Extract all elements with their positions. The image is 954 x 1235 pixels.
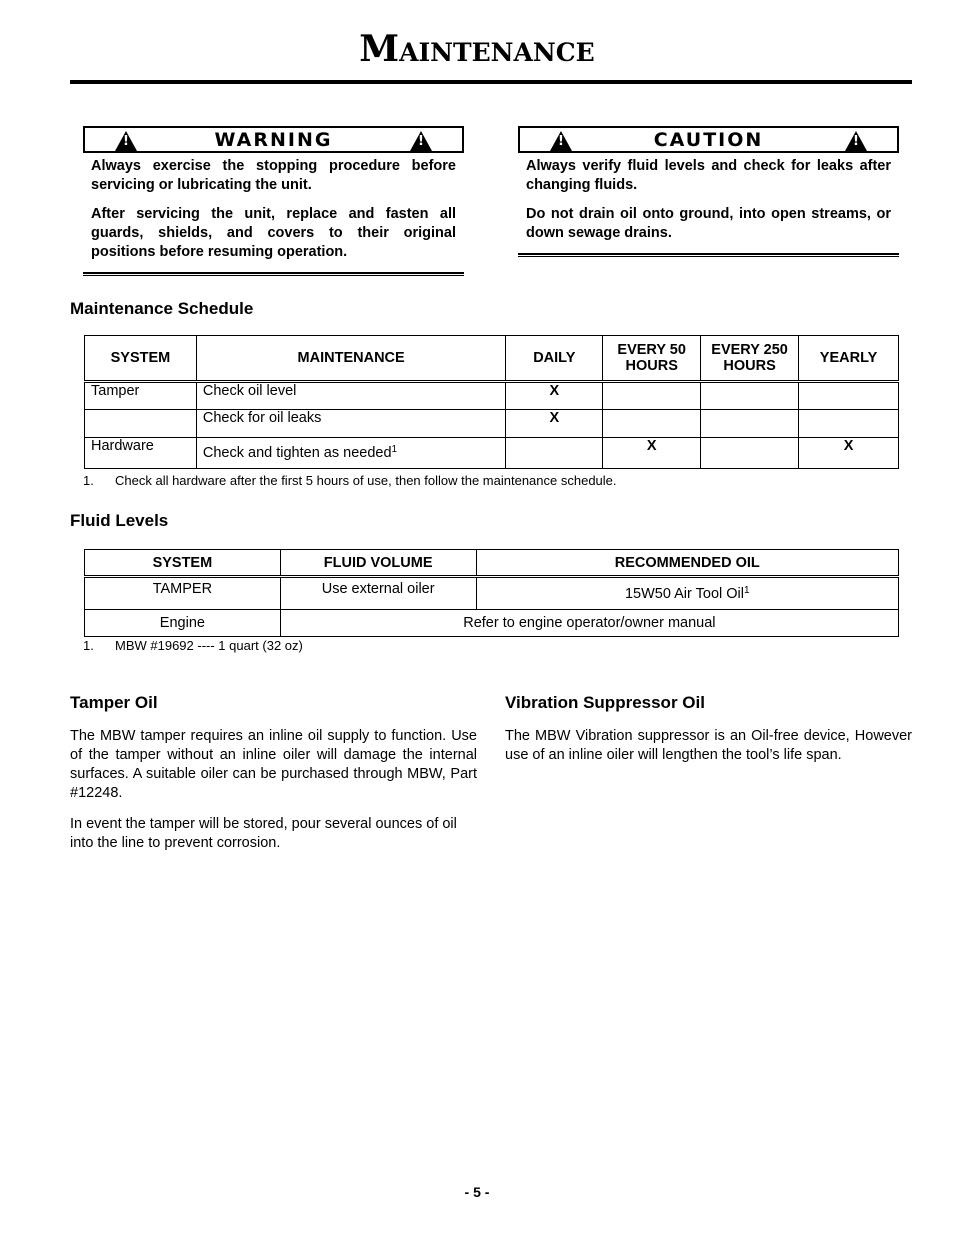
oil-text: 15W50 Air Tool Oil [624, 585, 744, 602]
h250-cell [701, 382, 799, 410]
table-row [85, 382, 899, 410]
column-header: RECOMMENDED OIL [476, 550, 898, 577]
oil-cell [476, 577, 898, 610]
warning-triangle-icon [845, 131, 867, 151]
warning-paragraph: Always exercise the stopping procedure before servicing or lubricating the unit. [91, 158, 456, 193]
warning-box [83, 126, 464, 276]
caution-header [518, 126, 899, 153]
caution-bottom-rule [518, 253, 899, 257]
system-cell [85, 410, 197, 438]
yearly-cell [799, 410, 899, 438]
page-title: Maintenance [359, 28, 595, 70]
footnote-text: MBW #19692 ---- 1 quart (32 oz) [115, 638, 303, 653]
caution-box [518, 126, 899, 257]
table-row [85, 410, 899, 438]
h250-cell [701, 438, 799, 469]
column-header: EVERY 250 HOURS [701, 336, 799, 382]
system-cell: TAMPER [85, 577, 281, 610]
yearly-cell: X [799, 438, 899, 469]
tamper-oil-paragraph: The MBW tamper requires an inline oil supply to function. Use of the tamper without an inline oiler will damage the internal surfaces. A suitable oiler can be purchased through MBW, Part #12248. [70, 728, 477, 801]
h250-cell [701, 410, 799, 438]
warning-body [83, 157, 464, 262]
vibration-oil-paragraph: The MBW Vibration suppressor is an Oil-free device, However use of an inline oiler will lengthen the tool’s life span. [505, 728, 912, 763]
caution-paragraph: Always verify fluid levels and check for leaks after changing fluids. [526, 158, 891, 193]
tamper-oil-heading: Tamper Oil [70, 693, 158, 712]
warning-header [83, 126, 464, 153]
table-row [85, 610, 899, 637]
column-header: SYSTEM [85, 336, 197, 382]
warning-label: WARNING [214, 128, 333, 151]
h50-cell: X [603, 438, 701, 469]
caution-paragraph: Do not drain oil onto ground, into open streams, or down sewage drains. [526, 206, 891, 241]
task-cell [196, 438, 505, 469]
fluid-levels-heading: Fluid Levels [70, 511, 169, 530]
column-header: SYSTEM [85, 550, 281, 577]
task-cell: Check for oil leaks [196, 410, 505, 438]
maintenance-schedule-table [84, 335, 899, 469]
footnote-number: 1. [83, 638, 94, 653]
table-header-row [85, 550, 899, 577]
task-text: Check and tighten as needed [202, 445, 392, 461]
column-header: DAILY [506, 336, 603, 382]
merged-cell: Refer to engine operator/owner manual [280, 610, 898, 637]
page-number: - 5 - [464, 1184, 490, 1200]
vibration-oil-heading: Vibration Suppressor Oil [505, 693, 705, 712]
table-row [85, 577, 899, 610]
yearly-cell [799, 382, 899, 410]
table-row [85, 438, 899, 469]
table-header-row [85, 336, 899, 382]
footnote-marker: 1 [743, 584, 750, 596]
warning-paragraph: After servicing the unit, replace and fasten all guards, shields, and covers to their original positions before resuming operation. [91, 206, 456, 260]
volume-cell: Use external oiler [280, 577, 476, 610]
daily-cell [506, 438, 603, 469]
tamper-oil-paragraph: In event the tamper will be stored, pour several ounces of oil into the line to prevent corrosion. [70, 816, 457, 851]
caution-label: CAUTION [653, 128, 764, 151]
system-cell: Engine [85, 610, 281, 637]
schedule-footnote [83, 473, 617, 488]
warning-bottom-rule [83, 272, 464, 276]
system-cell: Hardware [85, 438, 197, 469]
task-cell: Check oil level [196, 382, 505, 410]
schedule-heading: Maintenance Schedule [70, 299, 254, 318]
caution-body [518, 157, 899, 243]
h50-cell [603, 410, 701, 438]
daily-cell: X [506, 382, 603, 410]
warning-triangle-icon [550, 131, 572, 151]
daily-cell: X [506, 410, 603, 438]
footnote-marker: 1 [391, 444, 398, 455]
footnote-number: 1. [83, 473, 94, 488]
h50-cell [603, 382, 701, 410]
footnote-text: Check all hardware after the first 5 hours of use, then follow the maintenance schedule. [115, 473, 617, 488]
column-header: FLUID VOLUME [280, 550, 476, 577]
column-header: EVERY 50 HOURS [603, 336, 701, 382]
fluid-levels-table [84, 549, 899, 637]
system-cell: Tamper [85, 382, 197, 410]
column-header: MAINTENANCE [196, 336, 505, 382]
warning-triangle-icon [115, 131, 137, 151]
warning-triangle-icon [410, 131, 432, 151]
title-rule [70, 80, 912, 84]
fluids-footnote [83, 638, 303, 653]
column-header: YEARLY [799, 336, 899, 382]
